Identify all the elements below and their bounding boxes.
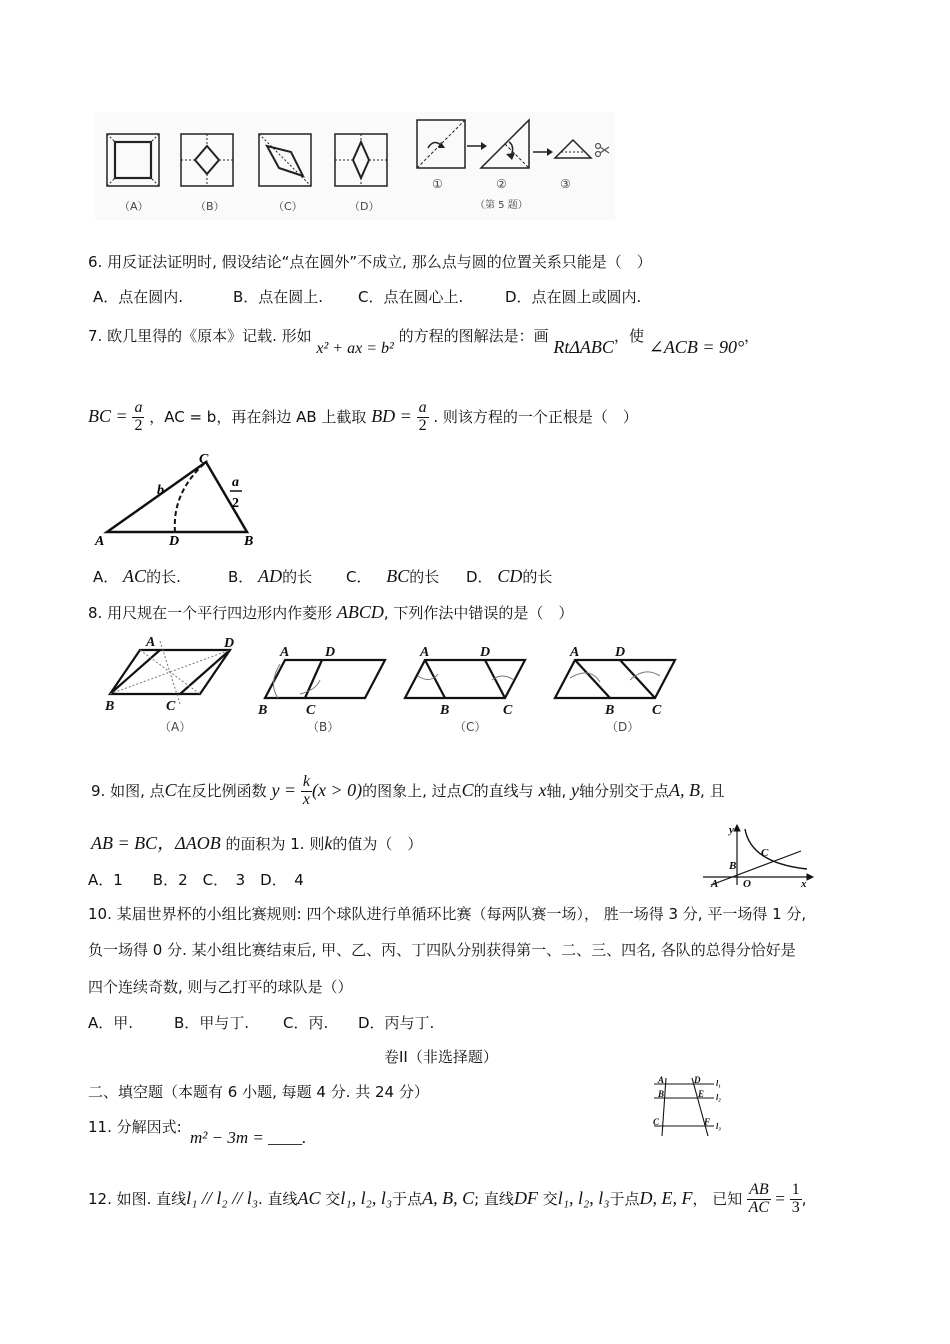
question-6-option-b: B．点在圆上.	[233, 288, 324, 306]
q7-option-d-text: 的长	[522, 568, 553, 586]
q8d-label-b: B	[605, 703, 615, 718]
q7-option-d-var: CD	[497, 566, 523, 586]
q12-fig-label-c: C	[653, 1117, 660, 1127]
q8c-label-a: A	[420, 645, 430, 660]
q7-stem-c: ，使	[613, 327, 644, 345]
q7-bc-eq: BC =	[88, 405, 128, 426]
question-7-triangle-figure	[92, 452, 262, 550]
question-6-option-a: A．点在圆内.	[93, 288, 184, 306]
q9-stem-f: 轴分别交于点	[579, 781, 670, 800]
q8-figure-a	[104, 636, 234, 714]
part-2-title: 卷II（非选择题）	[384, 1048, 498, 1066]
question-7-line-2	[88, 400, 638, 435]
q12-fraction-1-3	[790, 1182, 802, 1217]
question-10-line-3: 四个连续奇数, 则与乙打平的球队是（）	[88, 978, 353, 996]
q8c-label-d: D	[480, 645, 491, 660]
q12-stem-g: 于点	[609, 1189, 640, 1208]
q7-right-triangle: RtΔABC	[553, 337, 614, 357]
fig5-step-1: ①	[432, 177, 443, 191]
q9-func-cond: (x > 0)	[311, 779, 363, 800]
question-7-option-d	[466, 567, 552, 585]
q9-stem-b: 在反比例函数	[176, 781, 267, 800]
q8-label-c: （C）	[454, 720, 487, 734]
q7-fraction-a-2-bd	[417, 400, 429, 435]
fill-in-section-heading: 二、填空题（本题有 6 小题, 每题 4 分. 共 24 分）	[88, 1083, 429, 1101]
q12-stem-h: ， 已知	[692, 1189, 743, 1208]
question-9-line-2	[91, 834, 422, 852]
q9-k: k	[324, 833, 333, 853]
q9-func-den: x	[302, 790, 310, 808]
q12-fig-label-b: B	[658, 1089, 665, 1099]
q7-fig-label-a: A	[95, 534, 105, 549]
q7-fig-label-two: 2	[232, 496, 239, 511]
q12-stem-a: 12. 如图. 直线	[88, 1189, 187, 1208]
question-10-option-b: B．甲与丁.	[174, 1014, 250, 1032]
question-10-option-d: D．丙与丁.	[358, 1014, 435, 1032]
q8c-label-b: B	[440, 703, 450, 718]
fig5-label-d: （D）	[349, 200, 380, 213]
q7-frac-den-2: 2	[418, 416, 427, 434]
q7-option-c-var: BC	[386, 566, 410, 586]
question-11-stem: 11. 分解因式:	[88, 1118, 182, 1136]
q7-fig-label-b: B	[244, 534, 254, 549]
q12-fig-label-l1: l₁	[716, 1079, 722, 1088]
q8b-label-a: A	[280, 645, 290, 660]
q7-line2-d: . 则该方程的一个正根是（ ）	[433, 407, 638, 426]
q12-frac-den: AC	[748, 1198, 770, 1216]
q8a-label-b: B	[105, 699, 115, 714]
q12-fig-label-l2: l₂	[716, 1093, 722, 1102]
q7-option-c-text: 的长	[409, 568, 440, 586]
q9-stem-d: 的直线与	[473, 781, 534, 800]
fig5-label-c: （C）	[273, 200, 303, 213]
question-10-option-a: A．甲.	[88, 1014, 134, 1032]
q9-fig-label-a: A	[711, 878, 719, 889]
q7-fig-label-side-b: b	[157, 483, 164, 498]
q9-x: x	[538, 779, 547, 800]
q12-l123-2: l₁, l₂, l₃	[557, 1187, 610, 1208]
q8b-label-c: C	[306, 703, 316, 718]
q12-fig-label-l3: l₃	[716, 1122, 722, 1131]
q12-stem-f: 交	[542, 1189, 558, 1208]
q9-stem-e: 轴,	[546, 781, 567, 800]
q7-option-b-var: AD	[258, 566, 283, 586]
question-9-graph	[695, 823, 815, 889]
q9-stem-g: , 且	[700, 781, 725, 800]
q12-lines: l₁ // l₂ // l₃	[186, 1187, 258, 1208]
q7-frac-num: a	[134, 399, 143, 416]
q8-stem-b: , 下列作法中错误的是（ ）	[383, 604, 574, 622]
q7-line2-b: ，AC = b，再在斜边 AB 上截取	[149, 407, 367, 426]
q12-df: DF	[513, 1187, 538, 1208]
q9-func-num: k	[302, 773, 310, 790]
q8-label-a: （A）	[159, 720, 192, 734]
q12-fig-label-d: D	[694, 1075, 701, 1085]
q7-option-b-text: 的长	[282, 568, 313, 586]
q7-option-c-letter: C．	[346, 568, 372, 586]
q8-label-d: （D）	[606, 720, 640, 734]
q8-var: ABCD	[336, 602, 384, 622]
fig5-step-3: ③	[560, 177, 571, 191]
q12-stem-e: ; 直线	[474, 1189, 514, 1208]
q12-val-num: 1	[791, 1181, 800, 1198]
q9-fig-label-o: O	[743, 878, 751, 889]
fig5-label-a: （A）	[119, 200, 149, 213]
q9-line2-a: AB = BC，ΔAOB	[91, 833, 221, 853]
question-12-figure	[648, 1074, 728, 1140]
q9-fig-label-x: x	[801, 878, 807, 889]
q7-angle: ∠ACB = 90°	[648, 337, 745, 357]
q8a-label-d: D	[224, 636, 235, 651]
question-9-line-1	[91, 774, 725, 809]
q12-l123: l₁, l₂, l₃	[340, 1187, 393, 1208]
q7-option-a-letter: A．	[93, 568, 119, 586]
fig5-label-b: （B）	[195, 200, 225, 213]
q7-option-d-letter: D．	[466, 568, 493, 586]
q12-abc: A, B, C	[422, 1187, 475, 1208]
question-10-line-1: 10. 某届世界杯的小组比赛规则: 四个球队进行单循环比赛（每两队赛一场）， 胜一场得 3 分, 平一场得 1 分,	[88, 905, 807, 923]
q7-bd-eq: BD =	[371, 405, 412, 426]
q7-fig-label-c: C	[199, 452, 209, 467]
q7-equation: x² + ax = b²	[316, 340, 394, 357]
q9-c-2: C	[461, 779, 474, 800]
q8a-label-c: C	[166, 699, 176, 714]
q7-option-a-text: 的长.	[146, 568, 181, 586]
q8d-label-d: D	[615, 645, 626, 660]
q7-frac-num-2: a	[418, 399, 427, 416]
q8b-label-d: D	[325, 645, 336, 660]
fig5-step-2: ②	[496, 177, 507, 191]
q12-stem-b: . 直线	[257, 1189, 298, 1208]
q7-option-a-var: AC	[123, 566, 147, 586]
q12-tail: ,	[801, 1189, 807, 1208]
q7-fig-label-side-a: a	[232, 475, 239, 490]
question-7-options	[93, 567, 181, 585]
q9-fig-label-c: C	[761, 847, 769, 859]
question-11-expression: m² − 3m = ____.	[190, 1128, 307, 1147]
q9-line2-b: 的面积为 1. 则	[225, 835, 325, 853]
q8-figure-b	[257, 645, 385, 718]
q9-stem-a: 9. 如图, 点	[91, 781, 165, 800]
q8-figure-c	[405, 645, 525, 718]
q12-stem-c: 交	[325, 1189, 341, 1208]
question-7-option-b	[228, 567, 312, 585]
q8b-label-b: B	[258, 703, 268, 718]
q7-stem-b: 的方程的图解法是：画	[398, 327, 549, 345]
fig5-caption: （第 5 题）	[475, 200, 528, 211]
q7-frac-den: 2	[134, 416, 143, 434]
q7-stem-d: ，	[744, 327, 760, 345]
q8d-label-c: C	[652, 703, 662, 718]
q9-func-y: y =	[271, 779, 297, 800]
question-7-option-c	[346, 567, 439, 585]
q12-fig-label-e: E	[698, 1089, 705, 1099]
q9-fraction-k-x	[301, 774, 312, 809]
q9-y: y	[571, 779, 580, 800]
question-8-stem	[88, 603, 573, 621]
question-10-line-2: 负一场得 0 分. 某小组比赛结束后, 甲、乙、丙、丁四队分别获得第一、二、三、四名, 各队的总得分恰好是	[88, 941, 796, 959]
question-6-option-d: D．点在圆上或圆内.	[505, 288, 642, 306]
q9-stem-c: 的图象上, 过点	[362, 781, 462, 800]
q12-val-den: 3	[791, 1198, 800, 1216]
q12-stem-d: 于点	[392, 1189, 423, 1208]
q9-line2-c: 的值为（ ）	[332, 835, 423, 853]
q9-c: C	[164, 779, 177, 800]
q12-ac: AC	[297, 1187, 321, 1208]
q8-figure-d	[555, 645, 675, 718]
question-6-stem: 6. 用反证法证明时, 假设结论“点在圆外”不成立, 那么点与圆的位置关系只能是（ ）	[88, 253, 652, 271]
q7-fig-label-d: D	[169, 534, 180, 549]
question-12-line	[88, 1182, 807, 1217]
question-6-option-c: C．点在圆心上.	[358, 288, 464, 306]
q12-frac-num: AB	[749, 1181, 769, 1198]
q9-pts: A, B	[669, 779, 701, 800]
q12-fig-label-a: A	[658, 1075, 665, 1085]
question-10-option-c: C．丙.	[283, 1014, 329, 1032]
q12-def: D, E, F	[639, 1187, 693, 1208]
q7-stem-a: 7. 欧几里得的《原本》记载. 形如	[88, 327, 312, 345]
q8-stem-a: 8. 用尺规在一个平行四边形内作菱形	[88, 604, 333, 622]
q8a-label-a: A	[146, 636, 156, 650]
q7-fraction-a-2	[132, 400, 144, 435]
q9-fig-label-b: B	[729, 860, 737, 872]
q12-fraction-ab-ac	[747, 1182, 771, 1217]
q8d-label-a: A	[570, 645, 580, 660]
q8c-label-c: C	[503, 703, 513, 718]
q12-fig-label-f: F	[704, 1117, 711, 1127]
q12-equals: =	[775, 1188, 786, 1208]
q7-option-b-letter: B．	[228, 568, 254, 586]
q8-label-b: （B）	[307, 720, 340, 734]
q9-fig-label-y: y	[729, 824, 734, 836]
question-7-line-1	[88, 326, 760, 357]
question-9-options: A．1 B．2 C． 3 D． 4	[88, 871, 304, 889]
